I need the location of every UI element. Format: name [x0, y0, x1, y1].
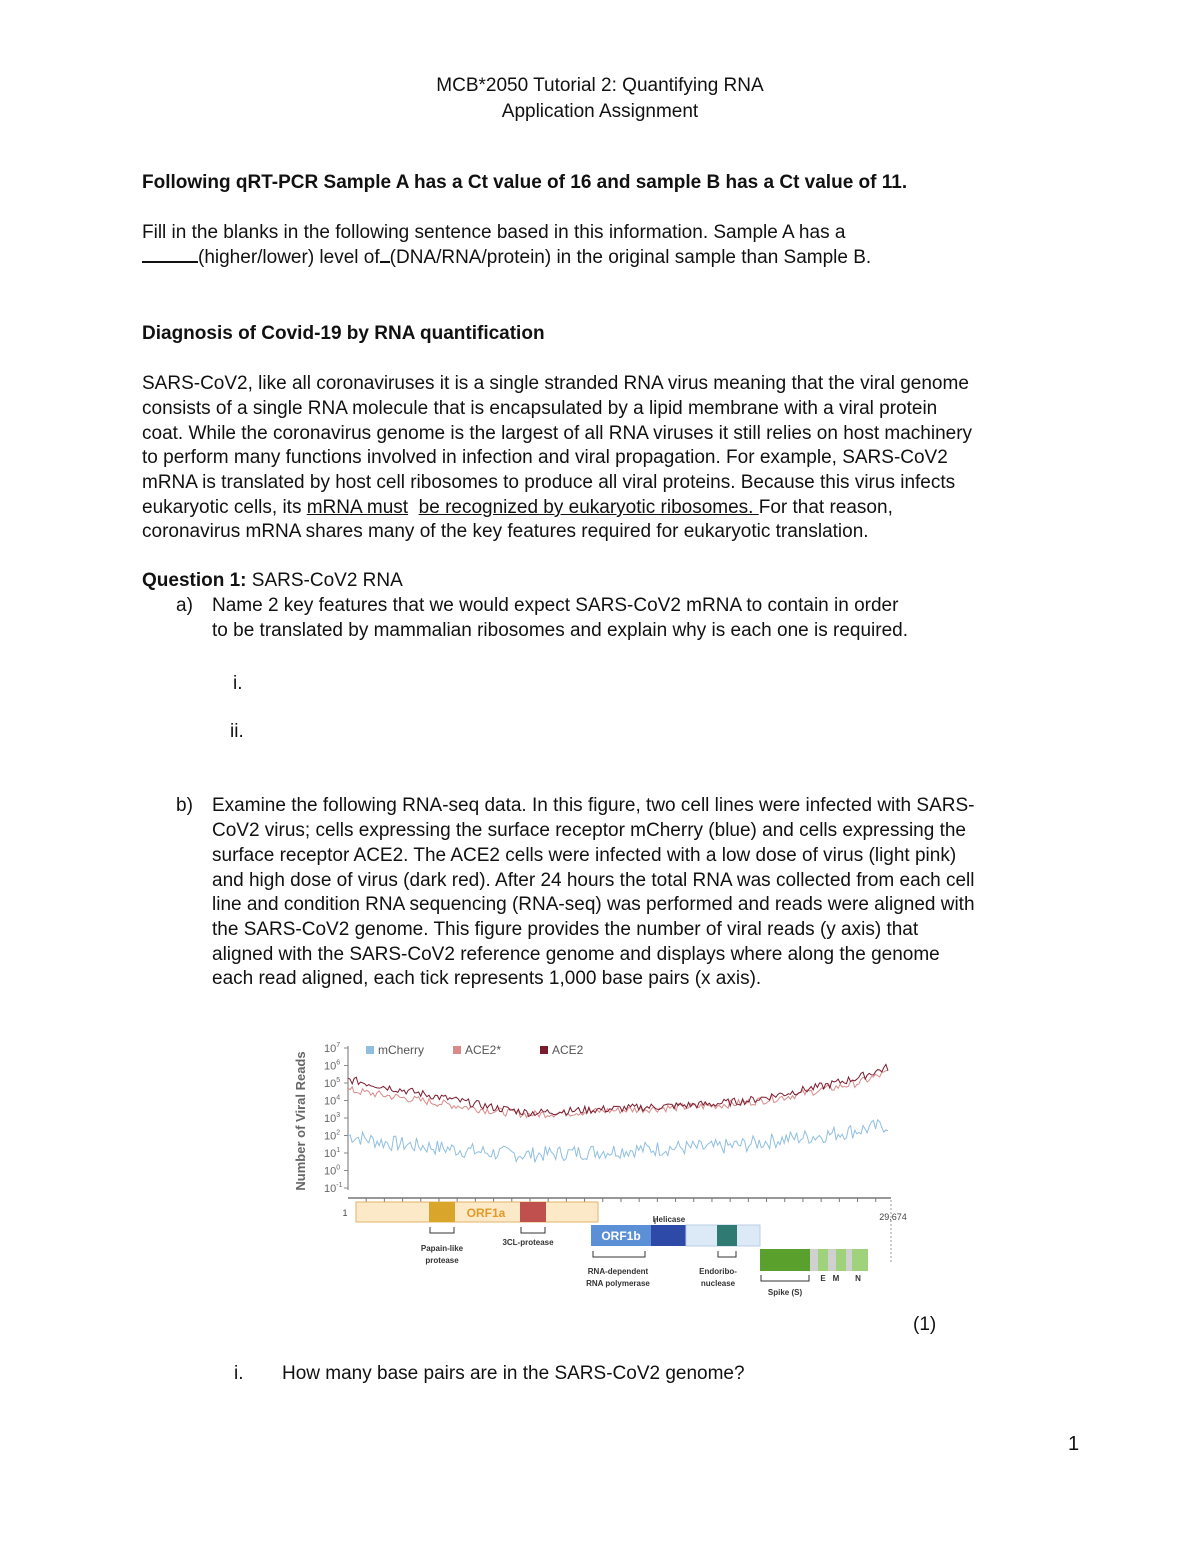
part-b-line: the SARS-CoV2 genome. This figure provides the number of viral reads (y axis) that [212, 919, 919, 940]
helicase-box [651, 1225, 686, 1246]
endo-bracket [718, 1251, 736, 1257]
papain-bracket [430, 1227, 454, 1233]
body-text [408, 497, 419, 518]
answer-ii-marker: ii. [230, 721, 244, 742]
y-tick-label: $10^2$ [324, 1129, 341, 1143]
y-tick-label: $10^7$ [324, 1042, 341, 1055]
part-b-line: surface receptor ACE2. The ACE2 cells were infected with a low dose of virus (light pink) [212, 845, 957, 866]
y-tick-label: $10^5$ [324, 1077, 341, 1090]
3cl-protease-box [520, 1202, 546, 1222]
body-line: coronavirus mRNA shares many of the key features required for eukaryotic translation. [142, 521, 869, 542]
body-line: to perform many functions involved in infection and viral propagation. For example, SARS-CoV2 [142, 447, 948, 468]
y-axis-label: Number of Viral Reads [293, 1051, 308, 1191]
body-line: coat. While the coronavirus genome is the largest of all RNA viruses it still relies on host machinery [142, 423, 973, 444]
series-line-mcherry [348, 1120, 888, 1163]
y-tick-label: $10^4$ [324, 1094, 341, 1108]
document-subtitle: Application Assignment [501, 101, 699, 122]
fill-text-a: (higher/lower) level of [198, 247, 380, 268]
3cl-label: 3CL-protease [502, 1238, 554, 1247]
part-b-line: aligned with the SARS-CoV2 reference genome and displays where along the genome [212, 944, 940, 965]
helicase-label: Helicase [652, 1215, 686, 1224]
legend-label: mCherry [378, 1043, 425, 1057]
part-b-line: line and condition RNA sequencing (RNA-seq) was performed and reads were aligned with [212, 894, 975, 915]
orf1b-label: ORF1b [601, 1229, 641, 1243]
question-title: SARS-CoV2 RNA [246, 570, 403, 591]
underlined-text: be recognized by eukaryotic ribosomes. [418, 497, 759, 518]
m-label: M [832, 1274, 840, 1283]
legend-label: ACE2* [465, 1043, 502, 1057]
y-ticks [324, 1042, 348, 1195]
page-number: 1 [1068, 1433, 1080, 1455]
legend-label: ACE2 [552, 1043, 584, 1057]
y-tick-label: $10^0$ [324, 1164, 341, 1178]
part-b-line: Examine the following RNA-seq data. In this figure, two cell lines were infected with SARS- [212, 795, 975, 816]
endo-label-2: nuclease [700, 1279, 736, 1288]
spike-label: Spike (S) [767, 1288, 803, 1297]
body-line: consists of a single RNA molecule that is encapsulated by a lipid membrane with a viral protein [142, 398, 938, 419]
marks-indicator: (1) [913, 1314, 937, 1335]
rdrp-bracket [593, 1251, 645, 1257]
legend-swatch [540, 1046, 548, 1054]
body-line: SARS-CoV2, like all coronaviruses it is a single stranded RNA virus meaning that the viral genome [142, 373, 969, 394]
intro-statement: Following qRT-PCR Sample A has a Ct value of 16 and sample B has a Ct value of 11. [142, 172, 908, 193]
n-gene-box [852, 1249, 868, 1271]
axis-end-label: 29,674 [879, 1212, 907, 1222]
rnaseq-figure [288, 1030, 908, 1320]
3cl-bracket [521, 1227, 545, 1233]
papain-label-2: protease [425, 1256, 459, 1265]
spike-bracket [761, 1275, 809, 1281]
y-tick-label: $10^6$ [324, 1059, 341, 1073]
legend-swatch [453, 1046, 461, 1054]
sub-question-text: How many base pairs are in the SARS-CoV2 genome? [282, 1363, 745, 1384]
fill-sentence [142, 246, 871, 271]
body-line [142, 496, 893, 521]
question-heading [142, 569, 403, 594]
papain-label-1: Papain-like [420, 1244, 464, 1253]
orf1a-label: ORF1a [466, 1206, 506, 1220]
series-line-ace2 [348, 1071, 888, 1118]
part-b-marker: b) [176, 795, 193, 816]
n-label: N [855, 1274, 861, 1283]
rnaseq-figure-svg [288, 1030, 908, 1320]
accessory-box [810, 1249, 818, 1271]
part-a-marker: a) [176, 595, 193, 616]
part-b-line: CoV2 virus; cells expressing the surface receptor mCherry (blue) and cells expressing the [212, 820, 966, 841]
endo-label-1: Endoribo- [699, 1267, 737, 1276]
y-tick-label: $10^{-1}$ [324, 1182, 343, 1195]
body-line: mRNA is translated by host cell ribosomes to produce all viral proteins. Because this virus infects [142, 472, 956, 493]
m-gene-box [836, 1249, 846, 1271]
part-a-line: to be translated by mammalian ribosomes and explain why is each one is required. [212, 620, 908, 641]
accessory-box [846, 1249, 852, 1271]
series-group [348, 1065, 888, 1163]
part-b-line: each read aligned, each tick represents 1,000 base pairs (x axis). [212, 968, 762, 989]
y-tick-label: $10^3$ [324, 1112, 341, 1125]
y-tick-label: $10^1$ [324, 1147, 341, 1160]
answer-i-marker: i. [233, 673, 243, 694]
blank-higher-lower[interactable] [142, 247, 198, 263]
fill-text-b: (DNA/RNA/protein) in the original sample than Sample B. [389, 247, 872, 268]
legend [366, 1043, 584, 1057]
part-a-line: Name 2 key features that we would expect SARS-CoV2 mRNA to contain in order [212, 595, 899, 616]
rdrp-label-1: RNA-dependent [587, 1267, 649, 1276]
spike-box [760, 1249, 810, 1271]
legend-swatch [366, 1046, 374, 1054]
blank-molecule[interactable] [380, 247, 390, 263]
axis-start-label: 1 [342, 1208, 348, 1218]
underlined-text: mRNA must [306, 497, 409, 518]
e-gene-box [818, 1249, 828, 1271]
papain-like-protease-box [429, 1202, 455, 1222]
question-label: Question 1: [142, 570, 247, 591]
sub-question-marker: i. [234, 1363, 244, 1384]
body-text: For that reason, [758, 497, 893, 518]
section-heading: Diagnosis of Covid-19 by RNA quantification [142, 323, 545, 344]
body-text: eukaryotic cells, its [142, 497, 307, 518]
endoribonuclease-box [717, 1225, 737, 1246]
accessory-box [828, 1249, 836, 1271]
document-title: MCB*2050 Tutorial 2: Quantifying RNA [436, 75, 764, 96]
rdrp-label-2: RNA polymerase [586, 1279, 650, 1288]
part-b-line: and high dose of virus (dark red). After 24 hours the total RNA was collected from each cell [212, 870, 975, 891]
fill-instruction: Fill in the blanks in the following sentence based in this information. Sample A has a [142, 222, 846, 243]
e-label: E [820, 1274, 826, 1283]
